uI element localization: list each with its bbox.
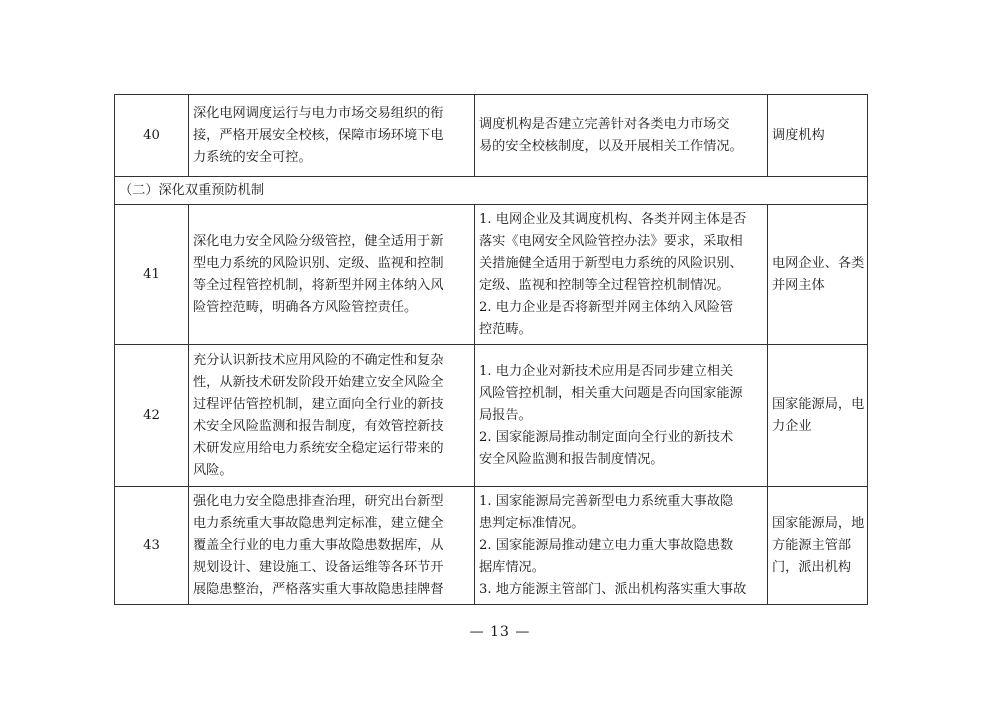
text-line: 国家能源局，电: [772, 396, 865, 412]
text-line: 展隐患整治，严格落实重大事故隐患挂牌督: [193, 581, 444, 597]
text-line: 控范畴。: [479, 321, 532, 337]
text-line: 并网主体: [772, 277, 825, 293]
text-line: 电力系统重大事故隐患判定标准，建立健全: [193, 515, 444, 531]
text-line: 患判定标准情况。: [479, 515, 585, 531]
text-line: 据库情况。: [479, 559, 545, 575]
table-row: [115, 487, 868, 605]
text-line: 电网企业、各类: [772, 255, 865, 271]
unit-cell: [768, 345, 868, 487]
text-line: 接，严格开展安全校核，保障市场环境下电: [193, 127, 444, 143]
text-line: 型电力系统的风险识别、定级、监视和控制: [193, 255, 444, 271]
text-line: 风险。: [193, 462, 233, 478]
text-line: 落实《电网安全风险管控办法》要求，采取相: [479, 233, 743, 249]
row-number: 43: [115, 487, 189, 605]
check-cell: [475, 345, 768, 487]
text-line: 2. 国家能源局推动制定面向全行业的新技术: [479, 429, 734, 445]
inspection-table: [114, 94, 868, 605]
text-line: 力系统的安全可控。: [193, 149, 312, 165]
table-row: [115, 205, 868, 345]
task-cell: [189, 205, 475, 345]
text-line: 1. 电力企业对新技术应用是否同步建立相关: [479, 363, 734, 379]
text-line: 强化电力安全隐患排查治理，研究出台新型: [193, 493, 444, 509]
text-line: 充分认识新技术应用风险的不确定性和复杂: [193, 352, 444, 368]
text-line: 1. 电网企业及其调度机构、各类并网主体是否: [479, 211, 747, 227]
section-heading: （二）深化双重预防机制: [115, 177, 868, 205]
task-cell: [189, 345, 475, 487]
section-row: [115, 177, 868, 205]
text-line: 调度机构是否建立完善针对各类电力市场交: [479, 116, 730, 132]
table-row: [115, 345, 868, 487]
page-number: — 13 —: [469, 624, 531, 640]
text-line: 力企业: [772, 418, 812, 434]
row-number: 40: [115, 95, 189, 177]
text-line: 性，从新技术研发阶段开始建立安全风险全: [193, 374, 444, 390]
text-line: 深化电力安全风险分级管控，健全适用于新: [193, 233, 444, 249]
text-line: 定级、监视和控制等全过程管控机制情况。: [479, 277, 730, 293]
text-line: 门，派出机构: [772, 559, 852, 575]
text-line: 规划设计、建设施工、设备运维等各环节开: [193, 559, 444, 575]
text-line: 2. 电力企业是否将新型并网主体纳入风险管: [479, 299, 734, 315]
text-line: 风险管控机制，相关重大问题是否向国家能源: [479, 385, 743, 401]
text-line: 1. 国家能源局完善新型电力系统重大事故隐: [479, 493, 734, 509]
check-cell: [475, 205, 768, 345]
unit-cell: [768, 95, 868, 177]
text-line: 易的安全校核制度，以及开展相关工作情况。: [479, 138, 743, 154]
text-line: 调度机构: [772, 127, 825, 143]
check-cell: [475, 487, 768, 605]
row-number: 42: [115, 345, 189, 487]
text-line: 方能源主管部: [772, 537, 852, 553]
text-line: 国家能源局，地: [772, 515, 865, 531]
text-line: 险管控范畴，明确各方风险管控责任。: [193, 299, 418, 315]
text-line: 3. 地方能源主管部门、派出机构落实重大事故: [479, 581, 747, 597]
check-cell: [475, 95, 768, 177]
unit-cell: [768, 205, 868, 345]
text-line: 覆盖全行业的电力重大事故隐患数据库，从: [193, 537, 444, 553]
text-line: 安全风险监测和报告制度情况。: [479, 451, 664, 467]
text-line: 等全过程管控机制，将新型并网主体纳入风: [193, 277, 444, 293]
task-cell: [189, 487, 475, 605]
text-line: 局报告。: [479, 407, 532, 423]
text-line: 过程评估管控机制，建立面向全行业的新技: [193, 396, 444, 412]
text-line: 关措施健全适用于新型电力系统的风险识别、: [479, 255, 743, 271]
table-row: [115, 95, 868, 177]
text-line: 术安全风险监测和报告制度，有效管控新技: [193, 418, 444, 434]
text-line: 深化电网调度运行与电力市场交易组织的衔: [193, 105, 444, 121]
task-cell: [189, 95, 475, 177]
text-line: 2. 国家能源局推动建立电力重大事故隐患数: [479, 537, 734, 553]
row-number: 41: [115, 205, 189, 345]
text-line: 术研发应用给电力系统安全稳定运行带来的: [193, 440, 444, 456]
unit-cell: [768, 487, 868, 605]
